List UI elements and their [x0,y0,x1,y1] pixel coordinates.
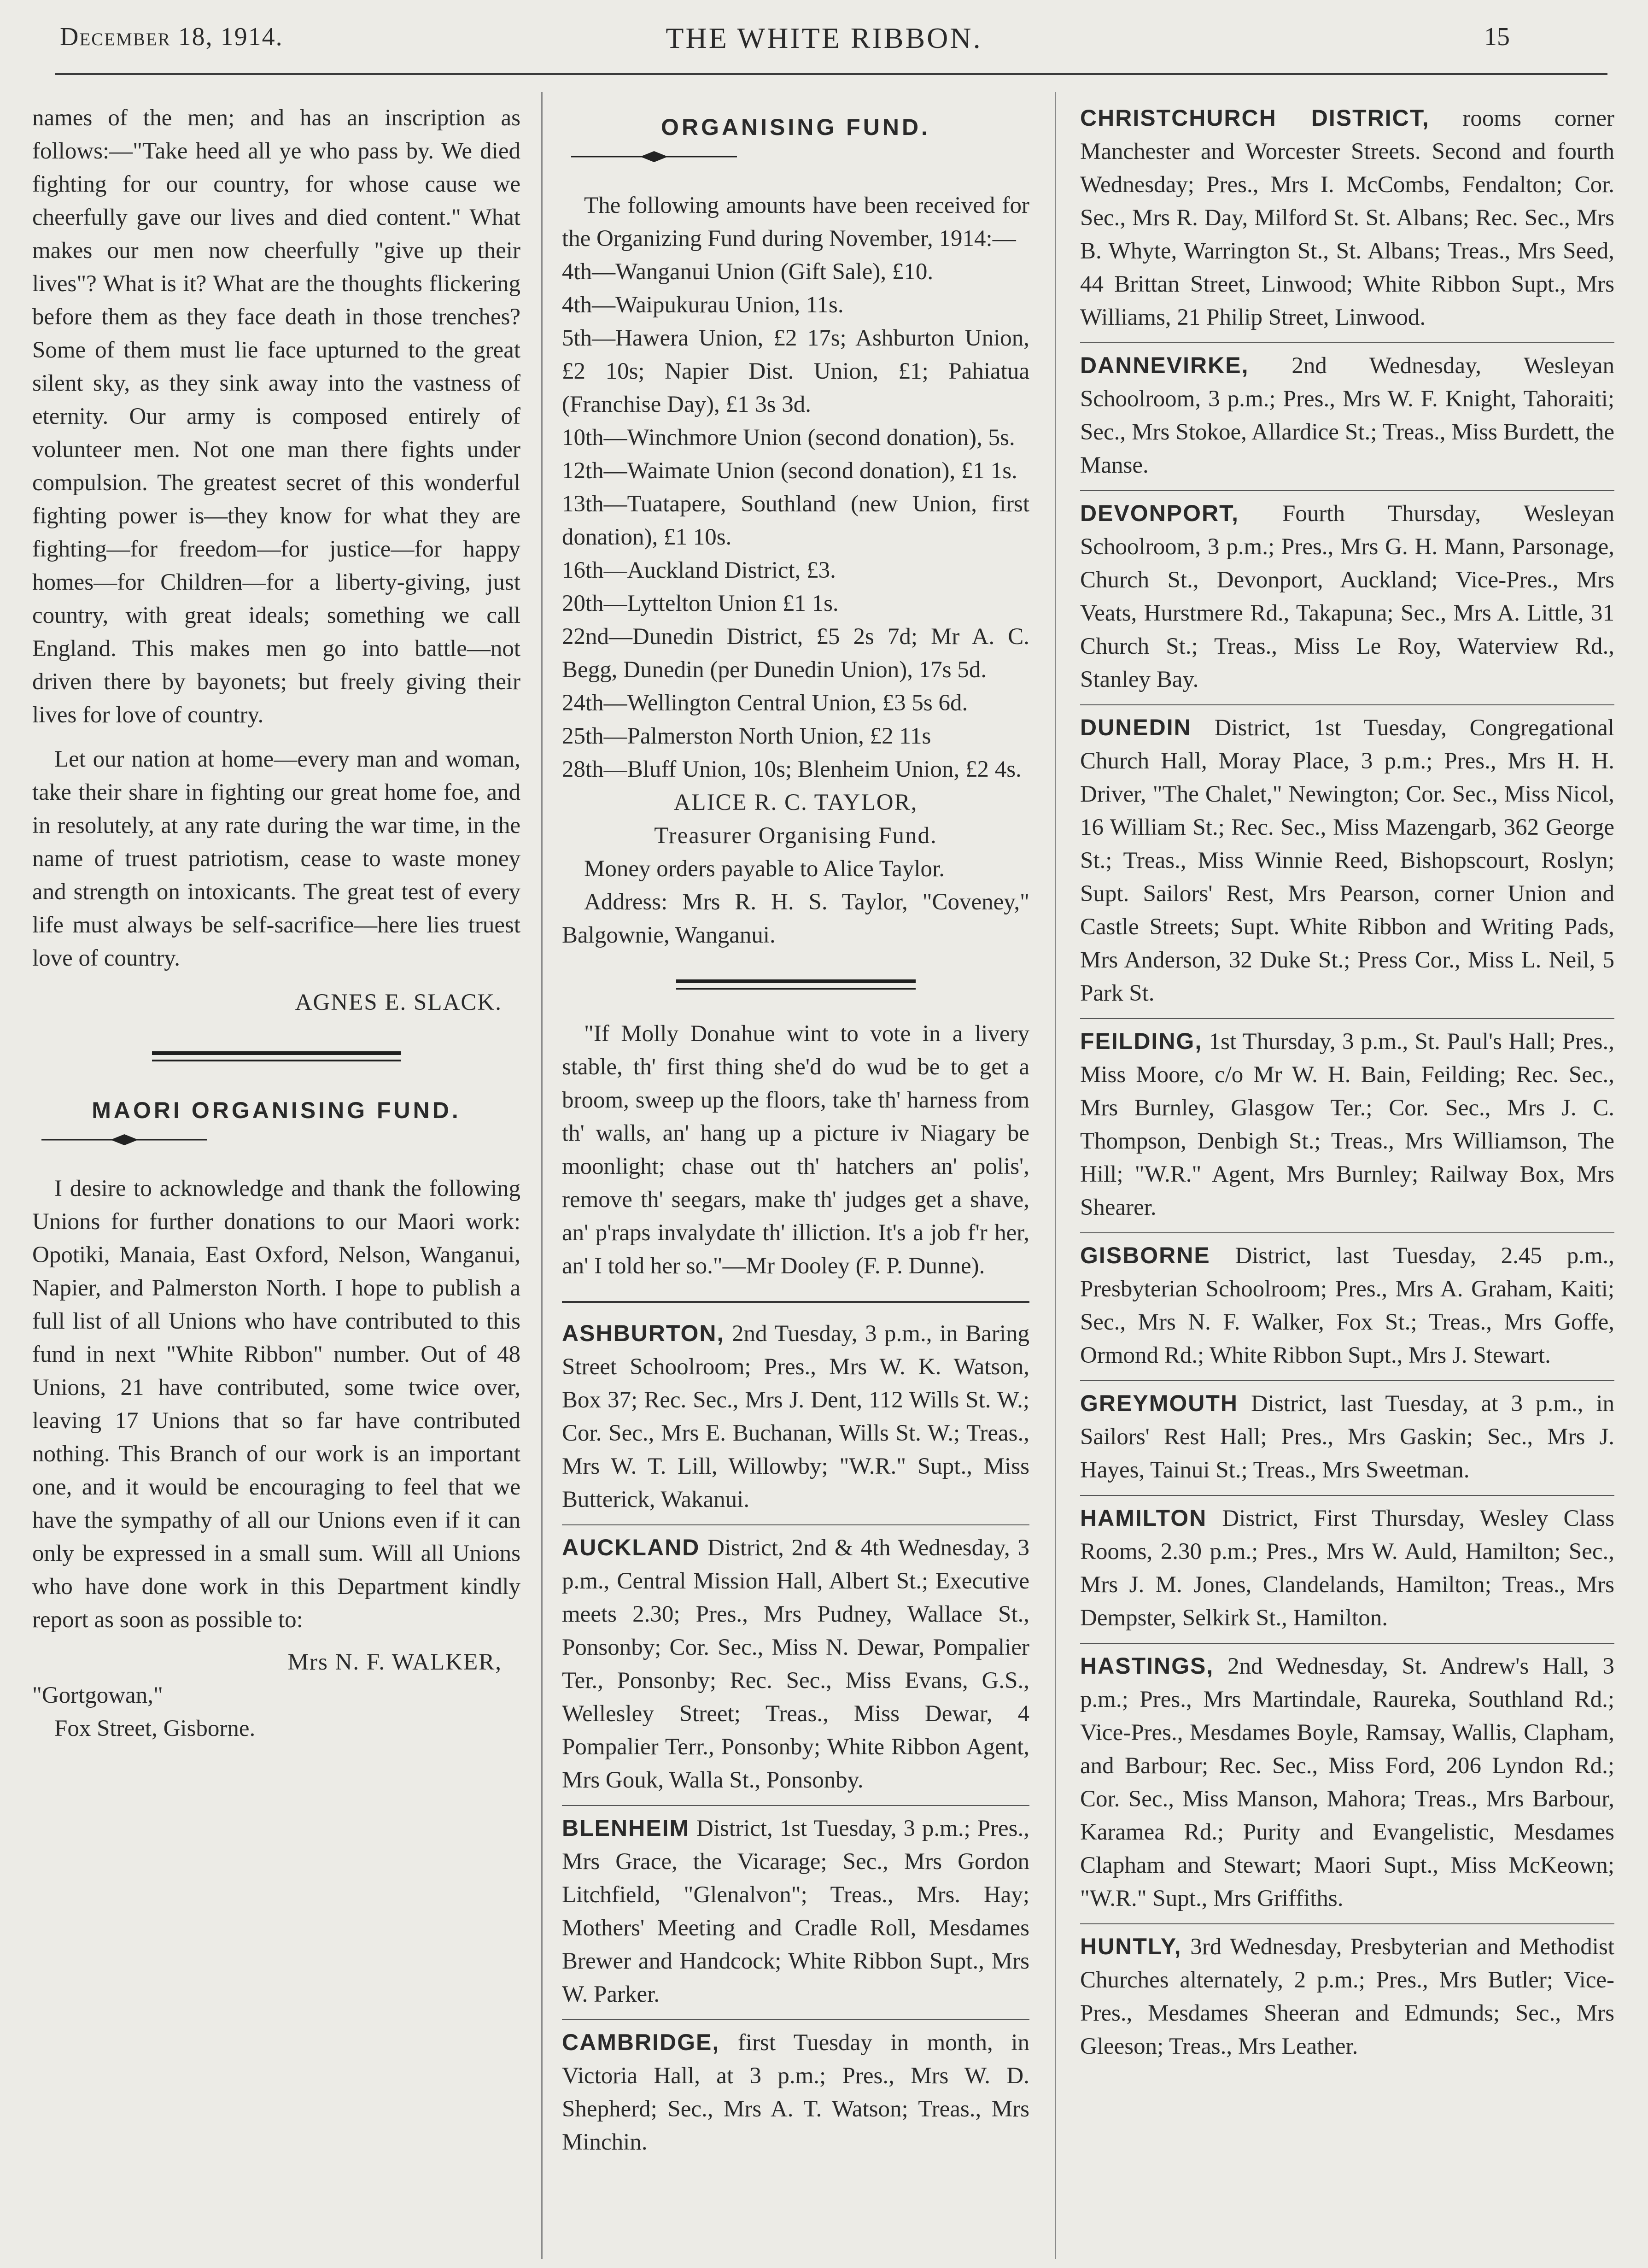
district-name: GREYMOUTH [1080,1390,1238,1416]
entry-separator [1080,490,1614,491]
money-orders-note: Money orders payable to Alice Taylor. [584,856,945,882]
header-rule [55,73,1607,75]
district-details: District, last Tuesday, at 3 p.m., in Sailors' Rest Hall; Pres., Mrs Gaskin; Sec., Mrs J. Hayes, Tainui St.; Treas., Mrs Sweetman. [1080,1391,1614,1483]
column-right [1080,101,1614,2254]
maori-fund-signature: Mrs N. F. WALKER, [287,1649,502,1675]
masthead-title: THE WHITE RIBBON. [666,22,982,54]
column-left [32,101,520,2254]
dooley-quote: "If Molly Donahue wint to vote in a livery stable, th' first thing she'd do wud be to get a broom, sweep up the floors, take th' harness from th' walls, an' hang up a picture iv Niagary be moonlight; chase out th' hatchers an' polis', remove th' seegars, make th' judges get a shave, an' p'raps invalydate th' illiction. It's a job f'r her, an' I told her so."—Mr Dooley (F. P. Dunne). [562,1021,1029,1279]
fund-entry: 25th—Palmerston North Union, £2 11s [562,723,931,749]
district-details: 3rd Wednesday, Presbyterian and Methodist Churches alternately, 2 p.m.; Pres., Mrs Butler; Vice-Pres., Mesdames Sheeran and Edmunds; Sec., Mrs Gleeson; Treas., Mrs Leather. [1080,1934,1614,2059]
fund-entry: 5th—Hawera Union, £2 17s; Ashburton Union, £2 10s; Napier Dist. Union, £1; Pahiatua (Franchise Day), £1 3s 3d. [562,325,1029,417]
treasurer-address: Address: Mrs R. H. S. Taylor, "Coveney," Balgownie, Wanganui. [562,889,1029,948]
fund-entry: 24th—Wellington Central Union, £3 5s 6d. [562,690,968,716]
fund-entry: 4th—Waipukurau Union, 11s. [562,292,844,318]
treasurer-title: Treasurer Organising Fund. [654,823,937,849]
district-entry [1080,711,1614,1010]
district-name: DANNEVIRKE, [1080,352,1249,378]
district-details: 2nd Tuesday, 3 p.m., in Baring Street Schoolroom; Pres., Mrs W. K. Watson, Box 37; Rec. Sec., Mrs J. Dent, 112 Wills St. W.; Cor. Sec., Mrs E. Buchanan, Wills St. W.; Treas., Mrs W. T. Lill, Willowby; "W.R." Supt., Miss Butterick, Wakanui. [562,1321,1029,1512]
column-divider [1055,92,1056,2259]
ornament-divider [32,1131,216,1149]
district-entry [1080,1649,1614,1915]
district-name: DUNEDIN [1080,715,1192,740]
ornament-divider [562,147,746,166]
district-entry [562,1317,1029,1516]
maori-fund-address: "Gortgowan," [32,1682,163,1708]
entry-separator [562,2019,1029,2020]
district-entry [1080,101,1614,334]
column-divider [541,92,543,2259]
district-name: DEVONPORT, [1080,500,1239,526]
district-entry [1080,1501,1614,1635]
district-entry [1080,1025,1614,1224]
fund-entry: 12th—Waimate Union (second donation), £1 1s. [562,458,1017,484]
district-entry [562,1531,1029,1797]
district-name: HUNTLY, [1080,1934,1182,1959]
issue-date: December 18, 1914. [60,23,283,51]
fund-entry: 10th—Winchmore Union (second donation), 5s. [562,425,1015,451]
district-details: 1st Thursday, 3 p.m., St. Paul's Hall; Pres., Miss Moore, c/o Mr W. H. Bain, Feilding; Rec. Sec., Mrs Burnley, Glasgow Ter.; Cor. Sec., Mrs J. C. Thompson, Denbigh St.; Treas., Mrs Williamson, The Hill; "W.R." Agent, Mrs Burnley; Railway Box, Mrs Shearer. [1080,1029,1614,1220]
treasurer-name: ALICE R. C. TAYLOR, [673,790,918,815]
fund-entry: 4th—Wanganui Union (Gift Sale), £10. [562,259,934,285]
column-middle [562,101,1029,2254]
district-name: HAMILTON [1080,1505,1207,1531]
district-name: CHRISTCHURCH DISTRICT, [1080,105,1430,131]
district-details: District, 2nd & 4th Wednesday, 3 p.m., Central Mission Hall, Albert St.; Executive meets 2.30; Pres., Mrs Pudney, Wallace St., Ponsonby; Cor. Sec., Miss N. Dewar, Pompalier Ter., Ponsonby; Rec. Sec., Miss Evans, G.S., Wellesley Street; Treas., Miss Dewar, 4 Pompalier Terr., Ponsonby; White Ribbon Agent, Mrs Gouk, Walla St., Ponsonby. [562,1535,1029,1793]
double-rule [676,979,916,990]
district-details: District, 1st Tuesday, Congregational Church Hall, Moray Place, 3 p.m.; Pres., Mrs H. H. Driver, "The Chalet," Newington; Cor. Sec., Miss Nicol, 16 William St.; Rec. Sec., Miss Mazengarb, 362 George St.; Treas., Miss Winnie Reed, Bishopscourt, Roslyn; Supt. Sailors' Rest, Mrs Pearson, corner Union and Castle Streets; Supt. White Ribbon and Writing Pads, Mrs Anderson, 32 Duke St.; Press Cor., Miss L. Neil, 5 Park St. [1080,715,1614,1006]
article-paragraph: Let our nation at home—every man and woman, take their share in fighting our great home foe, and in resolutely, at any rate during the war time, in the name of truest patriotism, cease to waste money and strength on intoxicants. The great test of every life must always be self-sacrifice—here lies truest love of country. [32,746,520,971]
district-entry [1080,1239,1614,1372]
district-details: District, last Tuesday, 2.45 p.m., Presbyterian Schoolroom; Pres., Mrs A. Graham, Kaiti; Sec., Mrs N. F. Walker, Fox St.; Treas., Mrs Goffe, Ormond Rd.; White Ribbon Supt., Mrs J. Stewart. [1080,1243,1614,1368]
article-signature: AGNES E. SLACK. [295,990,502,1015]
district-details: District, First Thursday, Wesley Class Rooms, 2.30 p.m.; Pres., Mrs W. Auld, Hamilton; Sec., Mrs J. M. Jones, Clandelands, Hamilton; Treas., Mrs Dempster, Selkirk St., Hamilton. [1080,1506,1614,1631]
maori-fund-address: Fox Street, Gisborne. [54,1716,256,1741]
fund-entry: 13th—Tuatapere, Southland (new Union, first donation), £1 10s. [562,491,1029,550]
district-details: District, 1st Tuesday, 3 p.m.; Pres., Mrs Grace, the Vicarage; Sec., Mrs Gordon Litchfield, "Glenalvon"; Treas., Mrs. Hay; Mothers' Meeting and Cradle Roll, Mesdames Brewer and Handcock; White Ribbon Supt., Mrs W. Parker. [562,1816,1029,2007]
entry-separator [1080,1495,1614,1496]
district-name: CAMBRIDGE, [562,2029,720,2055]
page-number: 15 [1484,23,1510,51]
district-details: rooms corner Manchester and Worcester Streets. Second and fourth Wednesday; Pres., Mrs I. McCombs, Fendalton; Cor. Sec., Mrs R. Day, Milford St. St. Albans; Rec. Sec., Mrs B. Whyte, Warrington St., St. Albans; Treas., Mrs Seed, 44 Brittan Street, Linwood; White Ribbon Supt., Mrs Williams, 21 Philip Street, Linwood. [1080,105,1614,330]
district-details: 2nd Wednesday, St. Andrew's Hall, 3 p.m.; Pres., Mrs Martindale, Raureka, Southland Rd.; Vice-Pres., Mesdames Boyle, Ramsay, Wallis, Clapham, and Barbour; Rec. Sec., Miss Ford, 206 Lyndon Rd.; Cor. Sec., Miss Manson, Mahora; Treas., Mrs Barbour, Karamea Rd.; Purity and Evangelistic, Mesdames Clapham and Stewart; Maori Supt., Miss McKeown; "W.R." Supt., Mrs Griffiths. [1080,1653,1614,1911]
district-entry [562,1811,1029,2011]
double-rule [152,1051,401,1061]
entry-separator [562,1805,1029,1806]
section-rule [562,1301,1029,1303]
entry-separator [1080,1923,1614,1924]
entry-separator [1080,704,1614,705]
district-name: FEILDING, [1080,1028,1203,1054]
maori-fund-heading: MAORI ORGANISING FUND. [92,1097,461,1123]
entry-separator [1080,1643,1614,1644]
entry-separator [1080,1232,1614,1233]
article-paragraph: names of the men; and has an inscription as follows:—"Take heed all ye who pass by. We died fighting for our country, for whose cause we cheerfully gave our lives and died content." What makes our men now cheerfully "give up their lives"? What is it? What are the thoughts flickering before them as they face death in those trenches? Some of them must lie face upturned to the great silent sky, as they sink away into the vastness of eternity. Our army is composed entirely of volunteer men. Not one man there fights under compulsion. The greatest secret of this wonderful fighting power is—they know for what they are fighting—for freedom—for justice—for happy homes—for Children—for a liberty-giving, just country, with great ideals; something we call England. This makes men go into battle—not driven there by bayonets; but freely giving their lives for love of country. [32,105,520,728]
entry-separator [1080,1380,1614,1381]
district-details: Fourth Thursday, Wesleyan Schoolroom, 3 p.m.; Pres., Mrs G. H. Mann, Parsonage, Church St., Devonport, Auckland; Vice-Pres., Mrs Veats, Hurstmere Rd., Takapuna; Sec., Mrs A. Little, 31 Church St.; Treas., Miss Le Roy, Waterview Rd., Stanley Bay. [1080,501,1614,692]
district-name: HASTINGS, [1080,1653,1214,1679]
fund-entry: 20th—Lyttelton Union £1 1s. [562,591,839,616]
district-details: first Tuesday in month, in Victoria Hall, at 3 p.m.; Pres., Mrs W. D. Shepherd; Sec., Mrs A. T. Watson; Treas., Mrs Minchin. [562,2030,1029,2155]
district-name: GISBORNE [1080,1242,1210,1268]
district-entry [1080,349,1614,482]
fund-entry: 22nd—Dunedin District, £5 2s 7d; Mr A. C. Begg, Dunedin (per Dunedin Union), 17s 5d. [562,624,1029,683]
fund-intro: The following amounts have been received for the Organizing Fund during November, 1914:— [562,193,1029,252]
page-header [0,0,1648,92]
district-details: 2nd Wednesday, Wesleyan Schoolroom, 3 p.m.; Pres., Mrs W. F. Knight, Tahoraiti; Sec., Mrs Stokoe, Allardice St.; Treas., Miss Burdett, the Manse. [1080,353,1614,478]
district-entry [1080,1930,1614,2063]
entry-separator [562,1524,1029,1525]
entry-separator [1080,342,1614,343]
fund-entry: 28th—Bluff Union, 10s; Blenheim Union, £2 4s. [562,756,1022,782]
entry-separator [1080,1018,1614,1019]
organising-fund-heading: ORGANISING FUND. [661,114,930,140]
maori-fund-text: I desire to acknowledge and thank the following Unions for further donations to our Maori work: Opotiki, Manaia, East Oxford, Nelson, Wanganui, Napier, and Palmerston North. I hope to publish a full list of all Unions who have contributed to this fund in next "White Ribbon" number. Out of 48 Unions, 21 have contributed, some twice over, leaving 17 Unions that so far have contributed nothing. This Branch of our work is an important one, and it would be encouraging to feel that we have the sympathy of all our Unions even if it can only be expressed in a small sum. Will all Unions who have done work in this Department kindly report as soon as possible to: [32,1176,520,1633]
district-entry [562,2026,1029,2159]
district-name: ASHBURTON, [562,1320,725,1346]
district-entry [1080,497,1614,696]
district-name: BLENHEIM [562,1815,690,1841]
district-name: AUCKLAND [562,1535,700,1560]
district-entry [1080,1387,1614,1487]
fund-entry: 16th—Auckland District, £3. [562,557,836,583]
